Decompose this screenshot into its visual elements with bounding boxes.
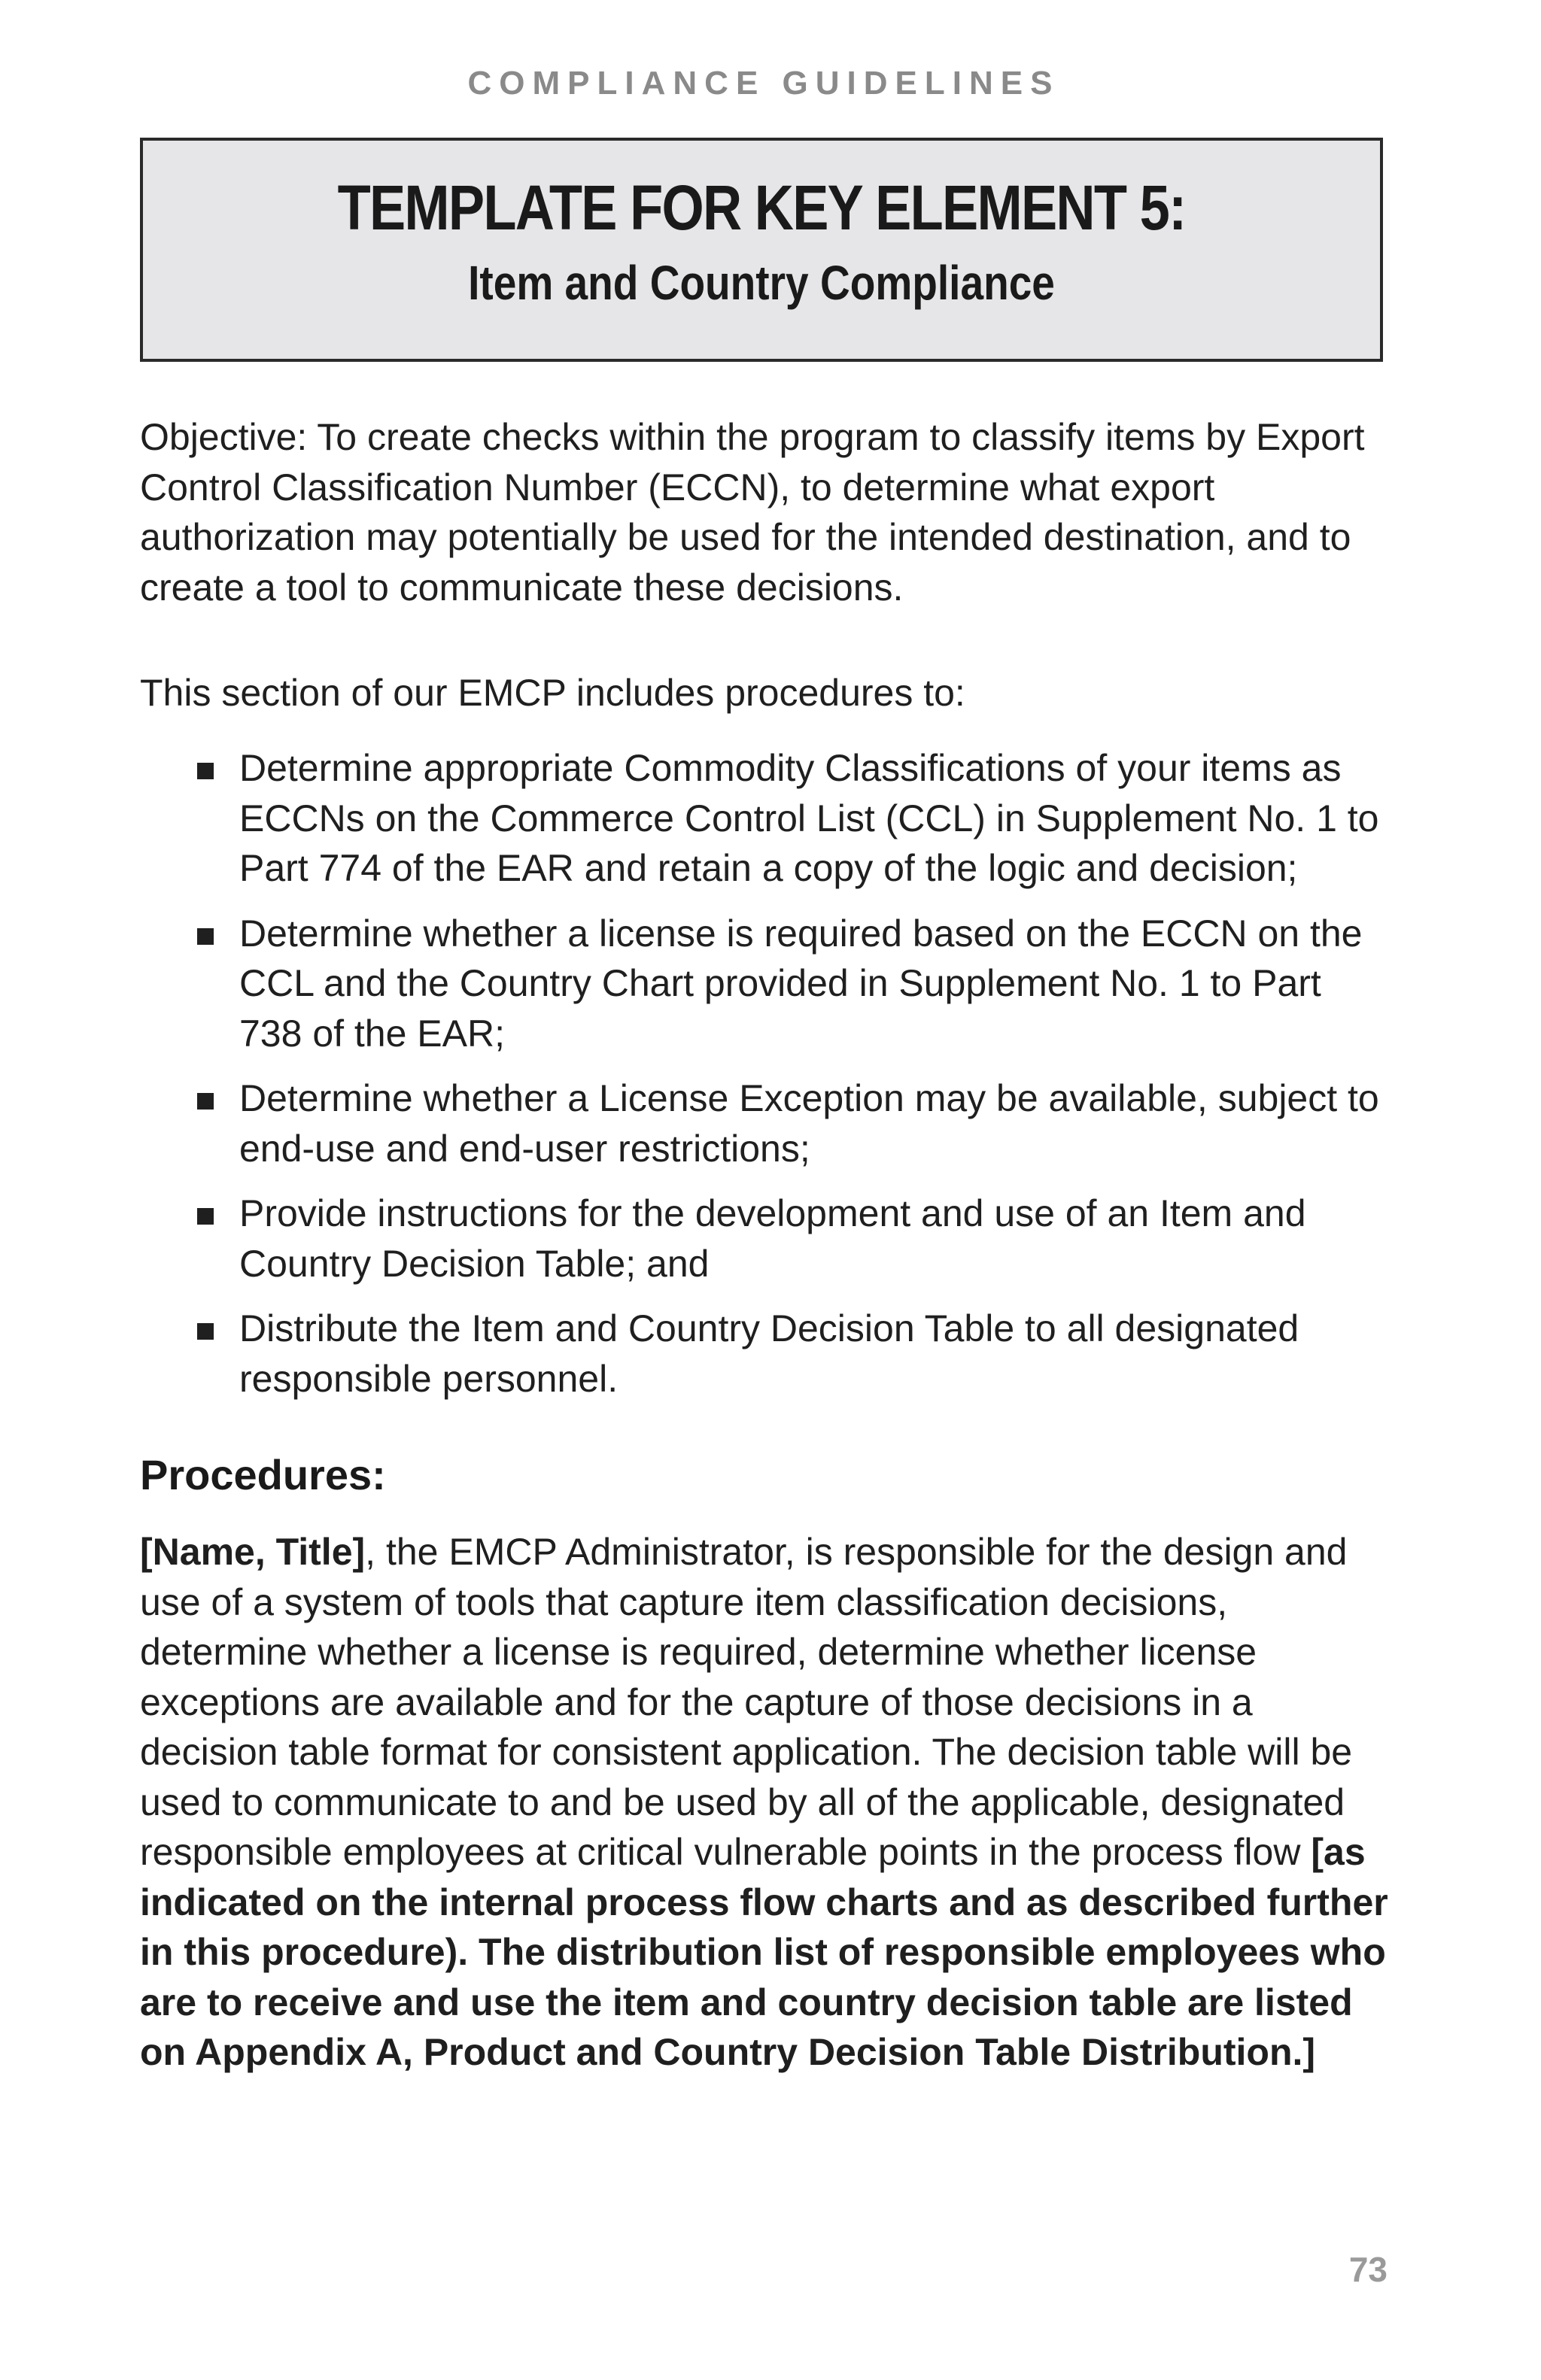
square-bullet-icon bbox=[197, 1093, 214, 1110]
intro-paragraph: This section of our EMCP includes procedures to: bbox=[140, 672, 965, 714]
square-bullet-icon bbox=[197, 928, 214, 945]
procedure-bullet-list bbox=[140, 743, 1389, 1419]
square-bullet-icon bbox=[197, 1323, 214, 1340]
objective-paragraph: Objective: To create checks within the program to classify items by Export Control Classification Number (ECCN), to determine what export authorization may potentially be used for the intended destination, and to create a tool to communicate these decisions. bbox=[140, 416, 1365, 609]
procedures-body-text: , the EMCP Administrator, is responsible for the design and use of a system of tools that capture item classification decisions, determine whether a license is required, determine whether license exceptions are available and for the capture of those decisions in a decision table format for consistent application. The decision table will be used to communicate to and be used by all of the applicable, designated responsible employees at critical vulnerable points in the process flow bbox=[140, 1531, 1353, 1873]
bullet-item bbox=[140, 1304, 1389, 1404]
bullet-item bbox=[140, 1188, 1389, 1289]
procedures-paragraph bbox=[140, 1527, 1389, 2078]
bullet-item bbox=[140, 909, 1389, 1059]
bullet-item bbox=[140, 743, 1389, 894]
procedures-bold-note: [as indicated on the internal process flow charts and as described further in this procedure). The distribution list of responsible employees who are to receive and use the item and country decision table are listed on Appendix A, Product and Country Decision Table Distribution.] bbox=[140, 1831, 1388, 2073]
running-header: COMPLIANCE GUIDELINES bbox=[467, 65, 1060, 102]
page-subtitle: Item and Country Compliance bbox=[468, 256, 1055, 310]
bullet-item bbox=[140, 1073, 1389, 1173]
page-title: TEMPLATE FOR KEY ELEMENT 5: bbox=[337, 172, 1186, 243]
square-bullet-icon bbox=[197, 763, 214, 779]
bullet-text: Determine appropriate Commodity Classifications of your items as ECCNs on the Commerce Control List (CCL) in Supplement No. 1 to Part 774 of the EAR and retain a copy of the logic and decision; bbox=[239, 747, 1379, 889]
bullet-text: Determine whether a License Exception may be available, subject to end-use and end-user restrictions; bbox=[239, 1077, 1379, 1170]
bullet-text: Provide instructions for the development and use of an Item and Country Decision Table; and bbox=[239, 1192, 1306, 1285]
page-number: 73 bbox=[1348, 2250, 1388, 2289]
bullet-text: Determine whether a license is required based on the ECCN on the CCL and the Country Chart provided in Supplement No. 1 to Part 738 of the EAR; bbox=[239, 912, 1363, 1055]
square-bullet-icon bbox=[197, 1208, 214, 1225]
title-box bbox=[140, 138, 1383, 362]
name-title-placeholder: [Name, Title] bbox=[140, 1531, 366, 1573]
procedures-heading: Procedures: bbox=[140, 1451, 386, 1498]
bullet-text: Distribute the Item and Country Decision Table to all designated responsible personnel. bbox=[239, 1307, 1299, 1400]
